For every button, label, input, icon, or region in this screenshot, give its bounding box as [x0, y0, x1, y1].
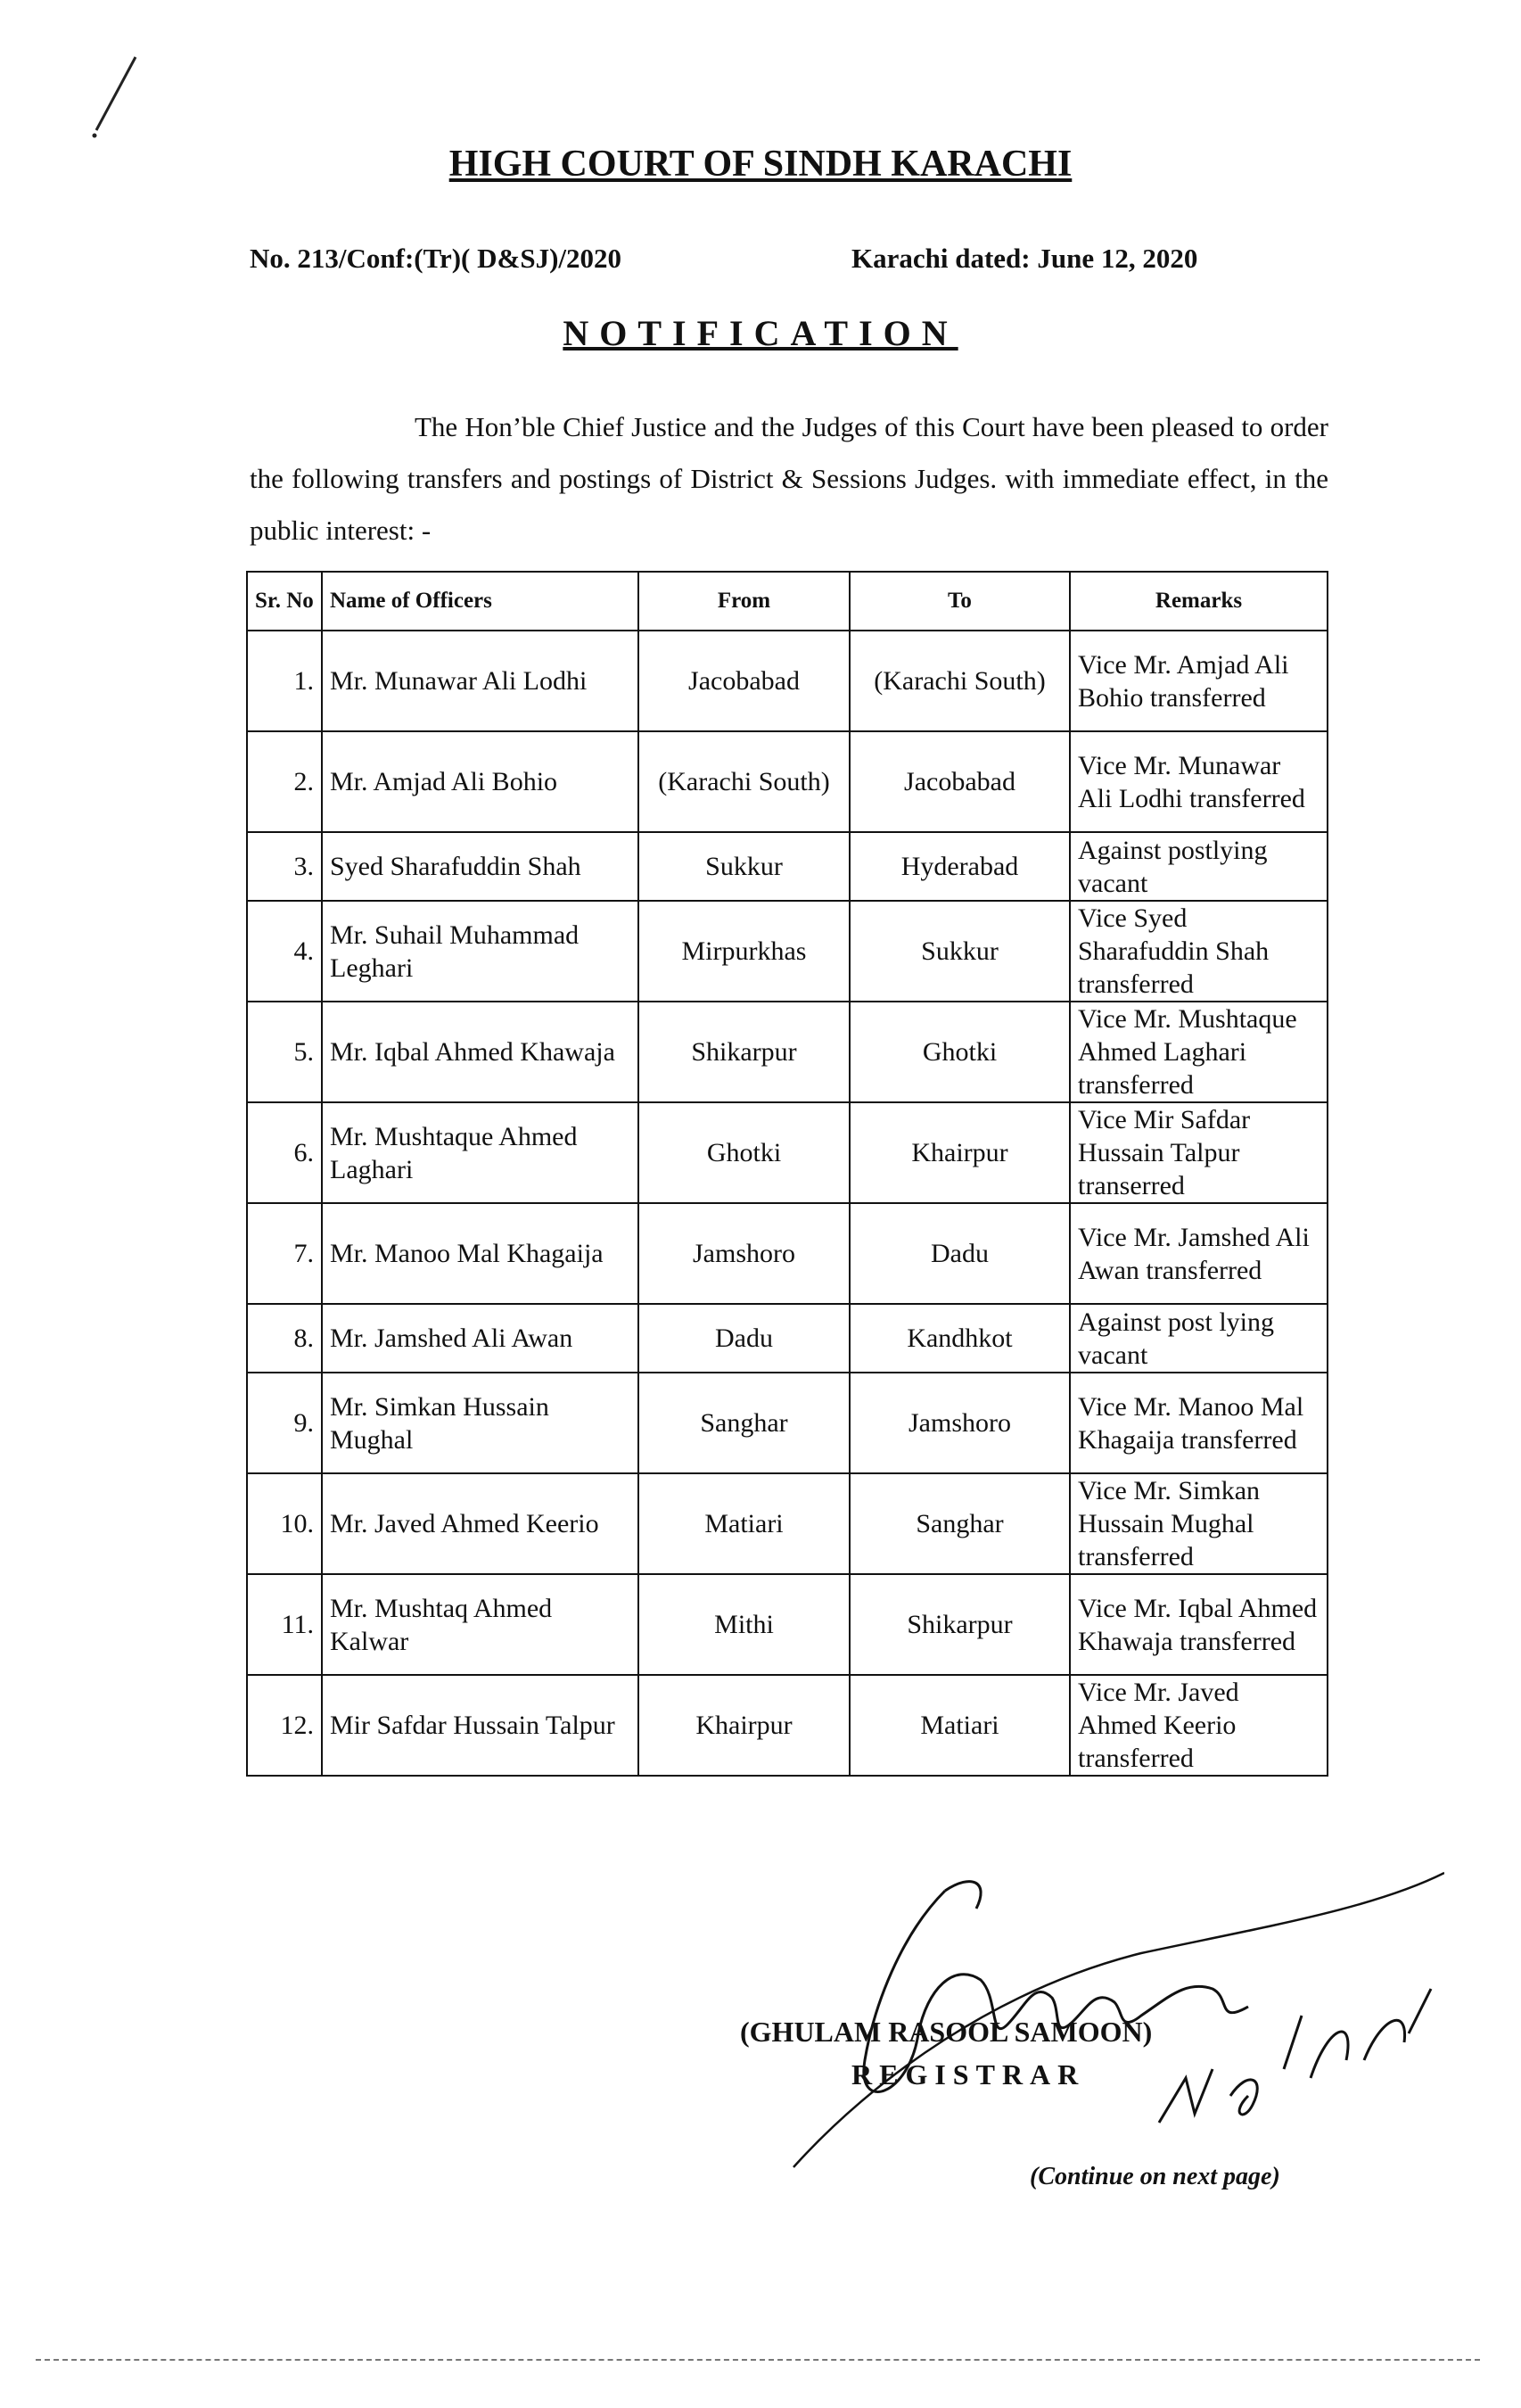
cell-name: Syed Sharafuddin Shah — [322, 832, 638, 901]
corner-pen-mark — [80, 54, 152, 143]
cell-sr: 4. — [247, 901, 322, 1002]
cell-sr: 7. — [247, 1203, 322, 1304]
cell-sr: 1. — [247, 631, 322, 731]
cell-name: Mr. Jamshed Ali Awan — [322, 1304, 638, 1373]
notification-heading: NOTIFICATION — [563, 313, 958, 353]
table-row — [247, 1304, 1328, 1373]
cell-name: Mr. Manoo Mal Khagaija — [322, 1203, 638, 1304]
cell-from: Khairpur — [638, 1675, 850, 1776]
cell-name: Mr. Suhail Muhammad Leghari — [322, 901, 638, 1002]
cell-to: Shikarpur — [850, 1574, 1070, 1675]
cell-to: Matiari — [850, 1675, 1070, 1776]
cell-name: Mr. Mushtaque Ahmed Laghari — [322, 1102, 638, 1203]
cell-to: Sanghar — [850, 1473, 1070, 1574]
cell-to: Sukkur — [850, 901, 1070, 1002]
cell-from: Sukkur — [638, 832, 850, 901]
cell-to: Jamshoro — [850, 1373, 1070, 1473]
cell-from: Shikarpur — [638, 1002, 850, 1102]
cell-from: Dadu — [638, 1304, 850, 1373]
cell-to: Khairpur — [850, 1102, 1070, 1203]
cell-to: Dadu — [850, 1203, 1070, 1304]
cell-name: Mr. Munawar Ali Lodhi — [322, 631, 638, 731]
cell-to: Kandhkot — [850, 1304, 1070, 1373]
cell-name: Mr. Simkan Hussain Mughal — [322, 1373, 638, 1473]
cell-sr: 11. — [247, 1574, 322, 1675]
cell-from: Sanghar — [638, 1373, 850, 1473]
header-remarks: Remarks — [1070, 572, 1328, 631]
registrar-title: REGISTRAR — [851, 2058, 1086, 2091]
cell-from: Jacobabad — [638, 631, 850, 731]
cell-to: Jacobabad — [850, 731, 1070, 832]
registrar-name: (GHULAM RASOOL SAMOON) — [740, 2016, 1153, 2048]
table-row — [247, 631, 1328, 731]
cell-to: (Karachi South) — [850, 631, 1070, 731]
cell-sr: 9. — [247, 1373, 322, 1473]
cell-remarks: Vice Mr. Iqbal Ahmed Khawaja transferred — [1070, 1574, 1328, 1675]
header-from: From — [638, 572, 850, 631]
cell-sr: 12. — [247, 1675, 322, 1776]
cell-name: Mr. Mushtaq Ahmed Kalwar — [322, 1574, 638, 1675]
continue-note: (Continue on next page) — [1030, 2163, 1280, 2190]
table-row — [247, 1102, 1328, 1203]
cell-from: Ghotki — [638, 1102, 850, 1203]
cell-sr: 3. — [247, 832, 322, 901]
cell-remarks: Vice Mir Safdar Hussain Talpur transerred — [1070, 1102, 1328, 1203]
cell-remarks: Vice Mr. Manoo Mal Khagaija transferred — [1070, 1373, 1328, 1473]
cell-name: Mr. Iqbal Ahmed Khawaja — [322, 1002, 638, 1102]
cell-remarks: Vice Syed Sharafuddin Shah transferred — [1070, 901, 1328, 1002]
transfers-table — [246, 571, 1328, 1777]
cell-from: Jamshoro — [638, 1203, 850, 1304]
cell-from: Mithi — [638, 1574, 850, 1675]
cell-sr: 2. — [247, 731, 322, 832]
notification-body: The Hon’ble Chief Justice and the Judges of this Court have been pleased to order the following transfers and postings of District & Sessions Judges. with immediate effect, in the public interest: - — [250, 411, 1328, 546]
cell-remarks: Vice Mr. Mushtaque Ahmed Laghari transferred — [1070, 1002, 1328, 1102]
cell-sr: 8. — [247, 1304, 322, 1373]
cell-name: Mir Safdar Hussain Talpur — [322, 1675, 638, 1776]
date-line: Karachi dated: June 12, 2020 — [851, 243, 1198, 274]
table-row — [247, 1574, 1328, 1675]
cell-sr: 6. — [247, 1102, 322, 1203]
reference-number: No. 213/Conf:(Tr)( D&SJ)/2020 — [250, 243, 622, 274]
cell-remarks: Vice Mr. Simkan Hussain Mughal transferred — [1070, 1473, 1328, 1574]
table-row — [247, 731, 1328, 832]
table-row — [247, 1473, 1328, 1574]
table-row — [247, 1002, 1328, 1102]
table-row — [247, 832, 1328, 901]
footer-divider — [36, 2359, 1480, 2361]
cell-from: (Karachi South) — [638, 731, 850, 832]
header-to: To — [850, 572, 1070, 631]
table-row — [247, 1675, 1328, 1776]
cell-name: Mr. Javed Ahmed Keerio — [322, 1473, 638, 1574]
cell-remarks: Vice Mr. Jamshed Ali Awan transferred — [1070, 1203, 1328, 1304]
cell-remarks: Vice Mr. Munawar Ali Lodhi transferred — [1070, 731, 1328, 832]
court-title: HIGH COURT OF SINDH KARACHI — [448, 144, 1073, 185]
cell-remarks: Against postlying vacant — [1070, 832, 1328, 901]
table-header-row — [247, 572, 1328, 631]
cell-remarks: Vice Mr. Amjad Ali Bohio transferred — [1070, 631, 1328, 731]
table-row — [247, 1373, 1328, 1473]
header-name: Name of Officers — [322, 572, 638, 631]
cell-to: Hyderabad — [850, 832, 1070, 901]
cell-remarks: Vice Mr. Javed Ahmed Keerio transferred — [1070, 1675, 1328, 1776]
cell-from: Mirpurkhas — [638, 901, 850, 1002]
table-row — [247, 1203, 1328, 1304]
cell-to: Ghotki — [850, 1002, 1070, 1102]
cell-sr: 5. — [247, 1002, 322, 1102]
cell-remarks: Against post lying vacant — [1070, 1304, 1328, 1373]
cell-sr: 10. — [247, 1473, 322, 1574]
cell-name: Mr. Amjad Ali Bohio — [322, 731, 638, 832]
cell-from: Matiari — [638, 1473, 850, 1574]
table-row — [247, 901, 1328, 1002]
header-sr-no: Sr. No — [247, 572, 322, 631]
